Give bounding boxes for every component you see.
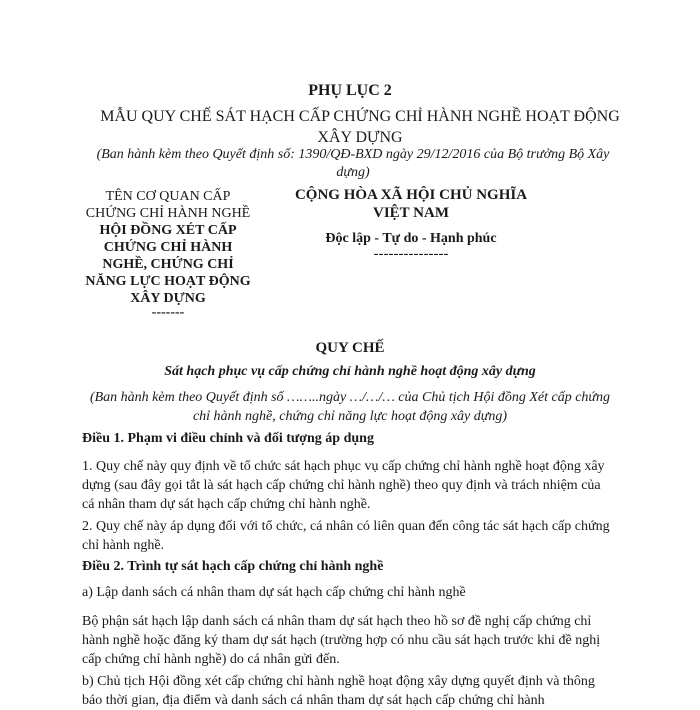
regulation-note: (Ban hành kèm theo Quyết định số ……..ngày …/…/… của Chủ tịch Hội đồng Xét cấp chứng chỉ hành nghề, chứng chỉ năng lực hoạt động xây dựng): [89, 390, 611, 424]
motto-divider: ---------------: [373, 246, 449, 262]
article-1-paragraph-2: 2. Quy chế này áp dụng đối với tổ chức, cá nhân có liên quan đến công tác sát hạch cấp chứng chỉ hành nghề.: [82, 519, 610, 553]
appendix-title: PHỤ LỤC 2: [308, 82, 392, 99]
article-1-heading: Điều 1. Phạm vi điều chỉnh và đối tượng áp dụng: [82, 431, 374, 446]
regulation-title: QUY CHẾ: [315, 340, 385, 356]
national-motto-block: [280, 186, 542, 260]
document-title: MẪU QUY CHẾ SÁT HẠCH CẤP CHỨNG CHỈ HÀNH NGHỀ HOẠT ĐỘNG XÂY DỰNG: [100, 108, 620, 146]
article-2-paragraph: Bộ phận sát hạch lập danh sách cá nhân tham dự sát hạch theo hồ sơ đề nghị cấp chứng chỉ hành nghề hoặc đăng ký tham dự sát hạch (trường hợp có nhu cầu sát hạch trước khi đề nghị cấp chứng chỉ hành nghề) do cá nhân gửi đến.: [82, 614, 601, 667]
nation-name: CỘNG HÒA XÃ HỘI CHỦ NGHĨA VIỆT NAM: [294, 187, 528, 221]
agency-name: TÊN CƠ QUAN CẤP CHỨNG CHỈ HÀNH NGHỀ: [85, 189, 251, 221]
article-2-heading: Điều 2. Trình tự sát hạch cấp chứng chỉ hành nghề: [82, 559, 384, 574]
agency-divider: -------: [151, 305, 185, 320]
regulation-subtitle: Sát hạch phục vụ cấp chứng chỉ hành nghề hoạt động xây dựng: [164, 364, 536, 379]
national-motto: Độc lập - Tự do - Hạnh phúc: [325, 231, 497, 246]
issued-note: (Ban hành kèm theo Quyết định số: 1390/QĐ-BXD ngày 29/12/2016 của Bộ trưởng Bộ Xây dựng): [96, 147, 610, 180]
issuing-agency-block: [82, 188, 254, 319]
council-name: HỘI ĐỒNG XÉT CẤP CHỨNG CHỈ HÀNH NGHỀ, CHỨNG CHỈ NĂNG LỰC HOẠT ĐỘNG XÂY DỰNG: [85, 223, 251, 306]
article-1-paragraph-1: 1. Quy chế này quy định về tổ chức sát hạch phục vụ cấp chứng chỉ hành nghề hoạt động xây dựng (sau đây gọi tắt là sát hạch cấp chứng chỉ hành nghề) theo quy định và trách nhiệm của cá nhân tham dự sát hạch cấp chứng chỉ hành nghề.: [82, 459, 605, 512]
article-2-item-b: b) Chủ tịch Hội đồng xét cấp chứng chỉ hành nghề hoạt động xây dựng quyết định và thông báo thời gian, địa điểm và danh sách cá nhân tham dự sát hạch cấp chứng chỉ hành: [82, 674, 595, 708]
article-2-item-a: a) Lập danh sách cá nhân tham dự sát hạch cấp chứng chỉ hành nghề: [82, 585, 466, 600]
